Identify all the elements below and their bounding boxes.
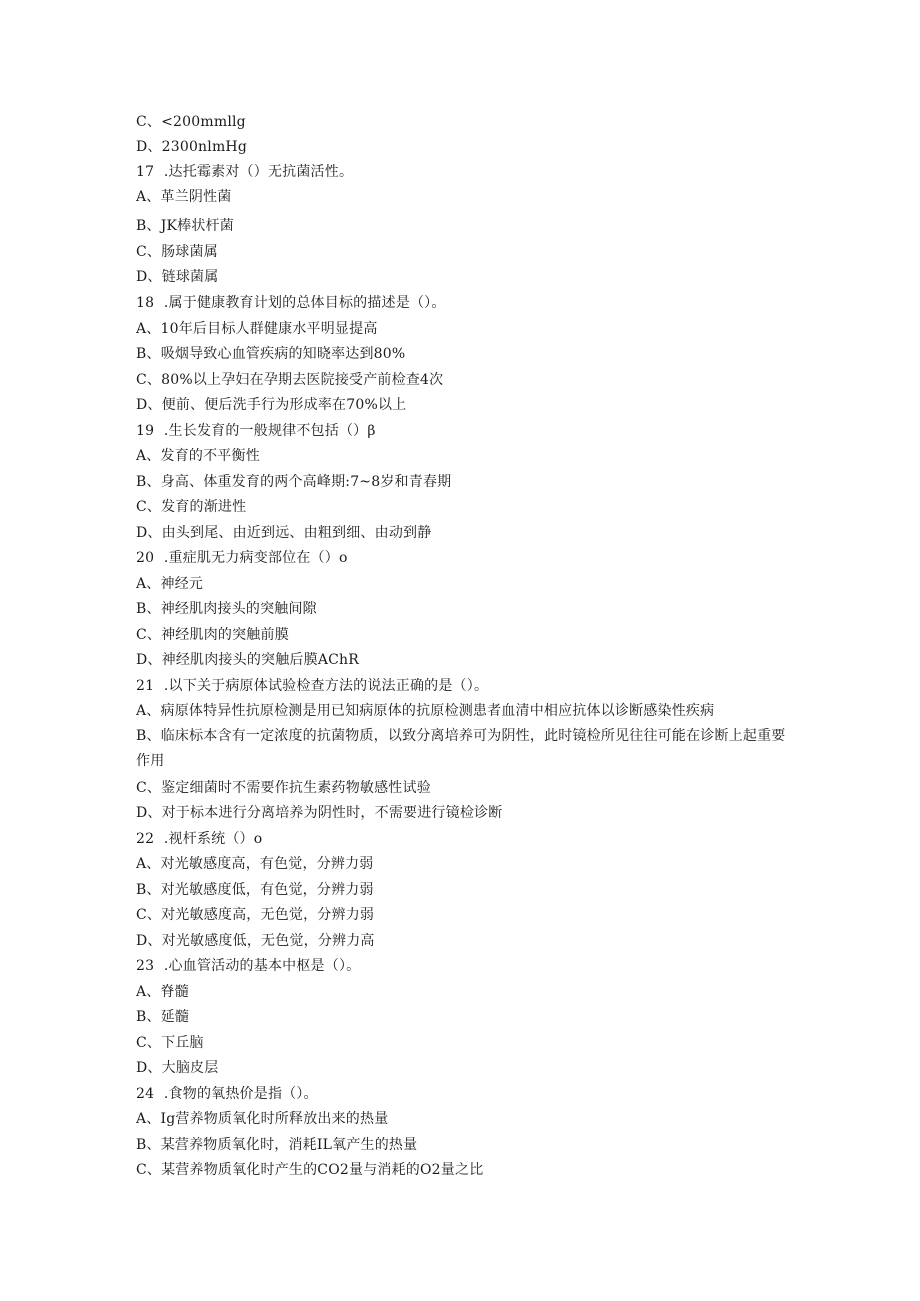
option-line: D、便前、便后洗手行为形成率在70%以上 [136,397,407,413]
option-line: B、神经肌肉接头的突触间隙 [136,601,317,617]
option-line: C、发育的渐进性 [136,499,247,515]
option-line: C、鉴定细菌时不需要作抗生素药物敏感性试验 [136,780,431,796]
option-line: A、对光敏感度高，有色觉，分辨力弱 [136,856,374,872]
option-line: C、80%以上孕妇在孕期去医院接受产前检查4次 [136,372,444,388]
question-line: 21 .以下关于病原体试验检查方法的说法正确的是（）。 [136,678,489,694]
question-line: 24 .食物的氧热价是指（）。 [136,1086,318,1102]
option-line: C、某营养物质氧化时产生的CO2量与消耗的O2量之比 [136,1162,484,1178]
option-line: D、神经肌肉接头的突触后膜AChR [136,652,360,668]
question-line: 19 .生长发育的一般规律不包括（）β [136,423,376,439]
option-line: D、链球菌属 [136,269,219,285]
option-line: D、2300nlmHg [136,139,247,155]
option-line: D、由头到尾、由近到远、由粗到细、由动到静 [136,525,432,541]
option-line: D、对于标本进行分离培养为阴性时，不需要进行镜检诊断 [136,805,503,821]
option-line: B、吸烟导致心血管疾病的知晓率达到80% [136,346,406,362]
option-line: A、神经元 [136,576,204,592]
option-line: A、发育的不平衡性 [136,448,260,464]
question-line: 23 .心血管活动的基本中枢是（）。 [136,958,361,974]
question-line: 22 .视杆系统（）o [136,831,263,847]
option-line: C、对光敏感度高，无色觉，分辨力弱 [136,907,375,923]
option-line: D、大脑皮层 [136,1060,219,1076]
option-line: C、<200mmllg [136,114,246,130]
option-line: B、某营养物质氧化时，消耗IL氧产生的热量 [136,1137,418,1153]
option-line: B、临床标本含有一定浓度的抗菌物质，以致分离培养可为阴性，此时镜检所见往往可能在诊断上起重要作用 [136,728,786,769]
option-line: B、对光敏感度低，有色觉，分辨力弱 [136,882,374,898]
option-line: C、下丘脑 [136,1035,204,1051]
option-line: C、肠球菌属 [136,244,218,260]
option-line: C、神经肌肉的突触前膜 [136,627,289,643]
option-line: A、脊髓 [136,984,189,1000]
option-line: B、身高、体重发育的两个高峰期:7~8岁和青春期 [136,474,452,490]
option-line: A、病原体特异性抗原检测是用已知病原体的抗原检测患者血清中相应抗体以诊断感染性疾病 [136,703,715,719]
option-line: B、JK棒状杆菌 [136,218,234,234]
option-line: A、革兰阴性菌 [136,189,232,205]
option-line: B、延髓 [136,1009,190,1025]
question-line: 18 .属于健康教育计划的总体目标的描述是（）。 [136,295,446,311]
option-line: A、Ig营养物质氧化时所释放出来的热量 [136,1111,389,1127]
option-line: D、对光敏感度低，无色觉，分辨力高 [136,933,375,949]
question-line: 17 .达托霉素对（）无抗菌活性。 [136,164,354,180]
option-line: A、10年后目标人群健康水平明显提高 [136,321,378,337]
question-line: 20 .重症肌无力病变部位在（）o [136,550,348,566]
